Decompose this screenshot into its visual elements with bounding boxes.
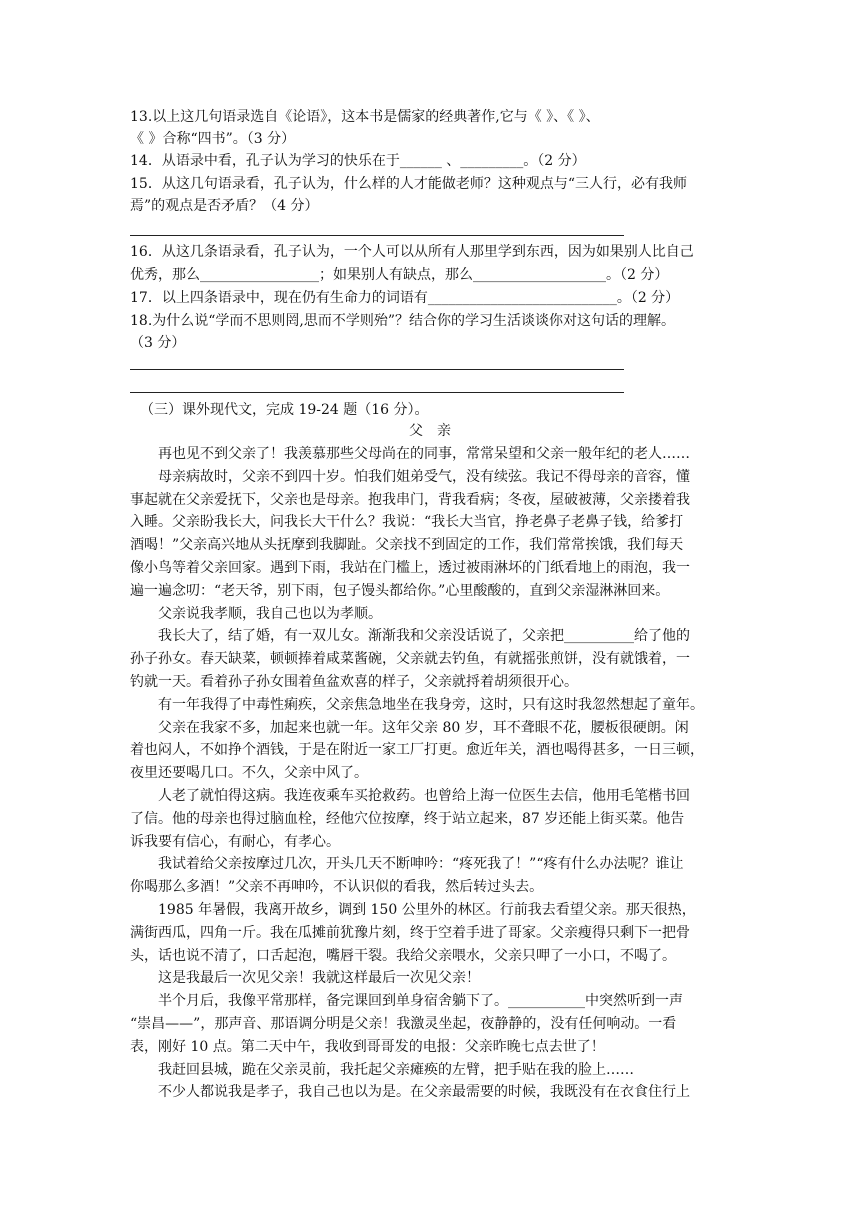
question-16-line-2: 优秀，那么_________________；如果别人有缺点，那么___________________。（2 分） [130, 267, 669, 283]
answer-line-18-2[interactable] [130, 392, 624, 393]
passage-line: 遍一遍念叨：“老天爷，别下雨，包子馒头都给你。”心里酸酸的，直到父亲湿淋淋回来。 [130, 582, 670, 599]
question-17: 17．以上四条语录中，现在仍有生命力的词语有___________________________。（2 分） [130, 290, 680, 306]
passage-line: 父亲在我家不多，加起来也就一年。这年父亲 80 岁，耳不聋眼不花，腰板很硬朗。闲 [158, 719, 689, 736]
passage-line: 像小鸟等着父亲回家。遇到下雨，我站在门槛上，透过被雨淋坏的门纸看地上的雨泡，我一 [130, 560, 690, 576]
passage-line: 我长大了，结了婚，有一双儿女。渐渐我和父亲没话说了，父亲把__________给了他的 [158, 628, 690, 645]
passage-line: 表，刚好 10 点。第二天中午，我收到哥哥发的电报：父亲昨晚七点去世了！ [130, 1038, 605, 1055]
question-14: 14．从语录中看，孔子认为学习的快乐在于______ 、_________。（2 分） [130, 153, 586, 169]
passage-line: 母亲病故时，父亲不到四十岁。怕我们姐弟受气，没有续弦。我记不得母亲的音容，懂 [158, 468, 690, 485]
question-13-line-1: 13.以上这几句语录选自《论语》，这本书是儒家的经典著作,它与《 》、《 》、 [130, 109, 600, 125]
passage-line: 人老了就怕得这病。我连夜乘车买抢救药。也曾给上海一位医生去信，他用毛笔楷书回 [158, 788, 690, 804]
passage-line: 这是我最后一次见父亲！我就这样最后一次见父亲！ [158, 970, 480, 987]
passage-line: 父亲说我孝顺，我自己也以为孝顺。 [158, 605, 382, 622]
question-18-line-2: （3 分） [130, 335, 186, 351]
passage-line: 头，话也说不清了，口舌起泡，嘴唇干裂。我给父亲喂水，父亲只呷了一小口，不喝了。 [130, 947, 676, 964]
passage-line: 诉我要有信心，有耐心，有孝心。 [130, 833, 340, 850]
passage-line: 事起就在父亲爱抚下，父亲也是母亲。抱我串门，背我看病；冬夜，屋破被薄，父亲搂着我 [130, 491, 690, 508]
passage-line: 不少人都说我是孝子，我自己也以为是。在父亲最需要的时候，我既没有在衣食住行上 [158, 1084, 690, 1101]
passage-line: 入睡。父亲盼我长大，问我长大干什么？我说：“我长大当官，挣老鼻子老鼻子钱，给爹打 [130, 514, 684, 531]
passage-line: 你喝那么多酒！”父亲不再呻吟，不认识似的看我，然后转过头去。 [130, 879, 544, 896]
question-16-line-1: 16．从这几条语录看，孔子认为，一个人可以从所有人那里学到东西，因为如果别人比自己 [130, 244, 694, 260]
passage-line: 夜里还要喝几口。不久，父亲中风了。 [130, 765, 368, 782]
passage-line: 我赶回县城，跪在父亲灵前，我托起父亲瘫痪的左臂，把手贴在我的脸上…… [158, 1061, 634, 1078]
passage-line: 着也闷人，不如挣个酒钱，于是在附近一家工厂打更。愈近年关，酒也喝得甚多，一日三顿， [130, 742, 704, 759]
section-3-heading: （三）课外现代文，完成 19-24 题（16 分）。 [140, 402, 429, 418]
passage-line: 了信。他的母亲也得过脑血栓，经他穴位按摩，终于站立起来，87 岁还能上街买菜。他告 [130, 810, 685, 827]
passage-line: 钓就一天。看着孙子孙女围着鱼盆欢喜的样子，父亲就捋着胡须很开心。 [130, 674, 578, 690]
passage-line: “崇昌——”，那声音、那语调分明是父亲！我激灵坐起，夜静静的，没有任何响动。一看 [130, 1016, 677, 1032]
answer-line-18-1[interactable] [130, 369, 624, 370]
passage-title: 父亲 [409, 423, 465, 439]
answer-line-15[interactable] [130, 235, 624, 236]
passage-line: 满街西瓜，四角一斤。我在瓜摊前犹豫片刻，终于空着手进了哥家。父亲瘦得只剩下一把骨 [130, 924, 690, 941]
question-15-line-1: 15．从这几句语录看，孔子认为，什么样的人才能做老师？这种观点与“三人行，必有我师 [130, 176, 687, 192]
passage-line: 再也见不到父亲了！我羡慕那些父母尚在的同事，常常呆望和父亲一般年纪的老人…… [158, 446, 690, 462]
passage-line: 我试着给父亲按摩过几次，开头几天不断呻吟：“疼死我了！”“疼有什么办法呢？谁让 [158, 856, 684, 873]
passage-line: 有一年我得了中毒性痢疾，父亲焦急地坐在我身旁，这时，只有这时我忽然想起了童年。 [158, 696, 704, 713]
question-13-line-2: 《 》合称“四书”。（3 分） [130, 131, 296, 147]
passage-line: 半个月后，我像平常那样，备完课回到单身宿舍躺下了。___________中突然听到一声 [158, 993, 683, 1010]
question-18-line-1: 18.为什么说“学而不思则罔,思而不学则殆”？结合你的学习生活谈谈你对这句话的理解。 [130, 313, 676, 329]
question-15-line-2: 焉”的观点是否矛盾？（4 分） [130, 198, 319, 214]
passage-line: 1985 年暑假，我离开故乡，调到 150 公里外的林区。行前我去看望父亲。那天很热， [158, 902, 696, 918]
passage-line: 酒喝！”父亲高兴地从头抚摩到我脚趾。父亲找不到固定的工作，我们常常挨饿，我们每天 [130, 537, 684, 554]
passage-line: 孙子孙女。春天缺菜，顿顿捧着咸菜酱碗，父亲就去钓鱼，有就摇张煎饼，没有就饿着，一 [130, 651, 690, 668]
